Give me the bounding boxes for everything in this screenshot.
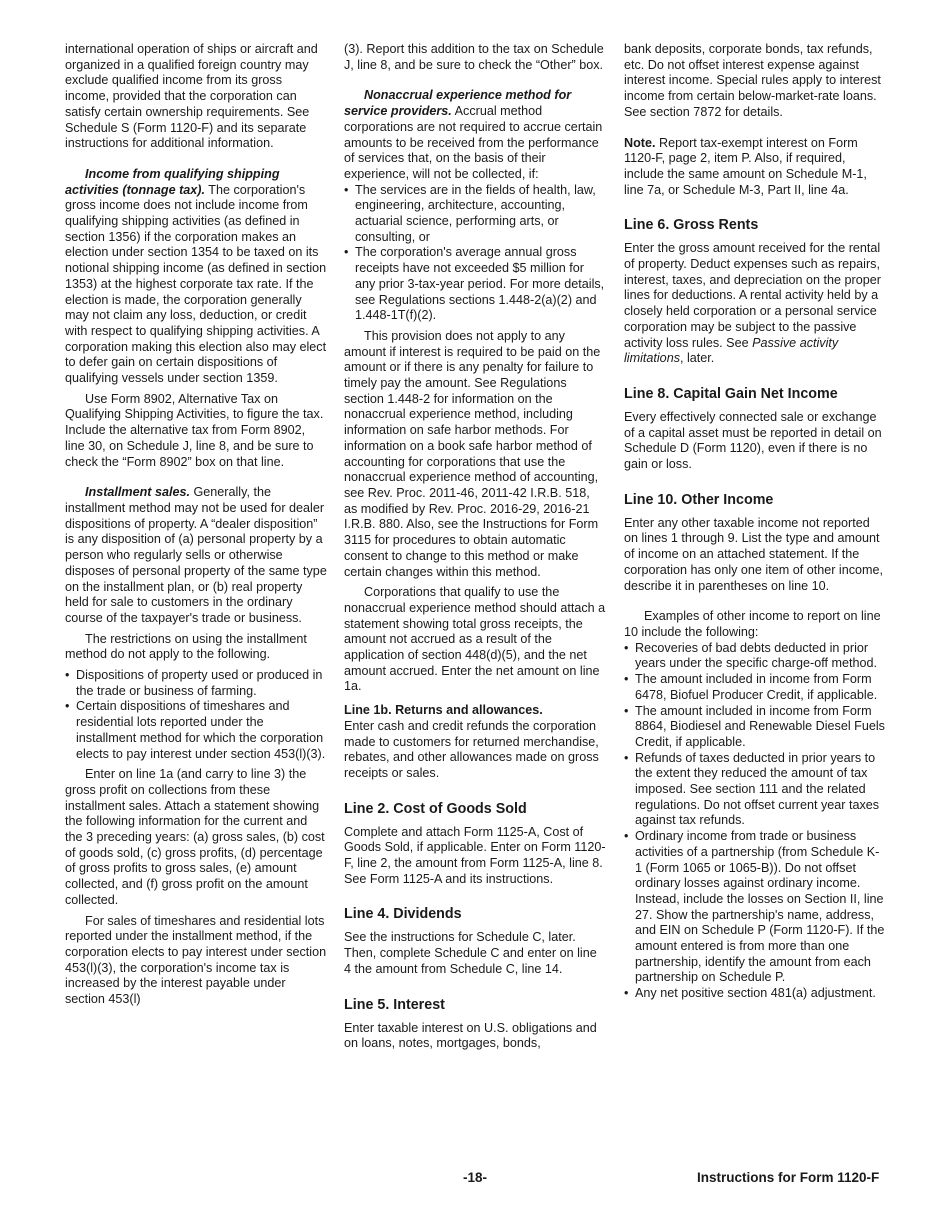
- list-item: • The amount included in income from Form 6478, Biofuel Producer Credit, if applicable.: [624, 672, 886, 703]
- list-item: • Refunds of taxes deducted in prior years to the extent they reduced the amount of tax imposed. See section 111 and the related regulations. Do not offset current year taxes against tax refunds.: [624, 751, 886, 830]
- section-heading: Line 6. Gross Rents: [624, 217, 759, 234]
- note-label: Note.: [624, 135, 656, 150]
- paragraph-nonaccrual: [344, 88, 606, 182]
- paragraph-text: Report tax-exempt interest on Form 1120-F, page 2, item P. Also, if required, include the same amount on Schedule M-1, line 7a, or Schedule M-3, Part II, line 4a.: [624, 135, 867, 197]
- paragraph: Every effectively connected sale or exchange of a capital asset must be reported in detail on Schedule D (Form 1120), even if there is no gain or loss.: [624, 409, 882, 472]
- column-2: [344, 42, 606, 1057]
- paragraph: This provision does not apply to any amount if interest is required to be paid on the amount or if there is any penalty for failure to timely pay the amount. See Regulations section 1.448-2 for information on the nonaccrual experience method, including information on safe harbor methods. For information on a book safe harbor method of accounting for corporations that use the nonaccrual experience method of accounting, see Rev. Proc. 2011-46, 2011-42 I.R.B. 518, as modified by Rev. Proc. 2016-29, 2016-21 I.R.B. 880. Also, see the Instructions for Form 3115 for procedures to obtain automatic consent to change to this method or make certain changes within this method.: [344, 328, 601, 579]
- page-number: -18-: [463, 1170, 488, 1185]
- list-item: • Any net positive section 481(a) adjustment.: [624, 986, 886, 1002]
- note-paragraph: [624, 136, 886, 199]
- list-item: • Dispositions of property used or produced in the trade or business of farming.: [65, 668, 327, 699]
- paragraph: For sales of timeshares and residential lots reported under the installment method, if the corporation elects to pay interest under section 453(l)(3), the corporation's income tax is increased by the interest payable under section 453(l): [65, 913, 327, 1007]
- paragraph: Enter any other taxable income not reported on lines 1 through 9. List the type and amount of income on an attached statement. If the corporation has only one item of other income, describe it in parentheses on line 10.: [624, 515, 884, 593]
- cross-reference: Passive activity limitations: [624, 335, 839, 366]
- section-heading: Line 10. Other Income: [624, 491, 774, 508]
- column-1: [65, 42, 327, 1013]
- section-heading: Line 4. Dividends: [344, 906, 462, 923]
- paragraph: (3). Report this addition to the tax on Schedule J, line 8, and be sure to check the “Other” box.: [344, 42, 604, 72]
- paragraph: international operation of ships or aircraft and organized in a qualified foreign country may exclude qualified income from its gross income, provided that the corporation can satisfy certain ownership requirements. See Schedule S (Form 1120-F) and its separate instructions for additional information.: [65, 42, 318, 151]
- paragraph: bank deposits, corporate bonds, tax refunds, etc. Do not offset interest expense against interest income. Special rules apply to interest income from certain below-market-rate loans. See section 7872 for details.: [624, 42, 881, 119]
- list-item: • The services are in the fields of health, law, engineering, architecture, accounting, actuarial science, performing arts, or consulting, or: [344, 183, 606, 246]
- paragraph-text: Enter the gross amount received for the rental of property. Deduct expenses such as repairs, interest, taxes, and depreciation on the proper lines for deductions. A rental activity held by a closely held corporation or a personal service corporation may be subject to the passive activity loss rules. See: [624, 241, 881, 350]
- paragraph-line-1b: [344, 703, 606, 782]
- subheading: Line 1b. Returns and allowances.: [344, 703, 543, 718]
- paragraph: The restrictions on using the installment method do not apply to the following.: [65, 631, 307, 662]
- paragraph-text: Enter cash and credit refunds the corporation made to customers for returned merchandise, rebates, and other allowances made on gross receipts or sales.: [344, 718, 599, 780]
- paragraph: Use Form 8902, Alternative Tax on Qualifying Shipping Activities, to figure the tax. Include the alternative tax from Form 8902, line 30, on Schedule J, line 8, and be sure to check the “Form 8902” box on that line.: [65, 391, 324, 469]
- paragraph-text: The corporation's gross income does not include income from qualifying shipping activities (as defined in section 1356) if the corporation makes an election under section 1354 to be taxed on its notional shipping income (as defined in section 1353) at the highest corporate tax rate. If the election is made, the corporation generally may not claim any loss, deduction, or credit with respect to qualifying shipping activities. A corporation making this election also may elect to defer gain on certain dispositions of qualifying vessels under section 1359.: [65, 182, 327, 386]
- form-title-footer: Instructions for Form 1120-F: [697, 1170, 880, 1185]
- paragraph: Enter taxable interest on U.S. obligations and on loans, notes, mortgages, bonds,: [344, 1020, 597, 1051]
- paragraph: Corporations that qualify to use the nonaccrual experience method should attach a statement showing total gross receipts, the amount not accrued as a result of the application of section 448(d)(5), and the net amount accrued. Enter the net amount on line 1a.: [344, 585, 606, 694]
- paragraph-text: , later.: [680, 351, 715, 366]
- paragraph: See the instructions for Schedule C, later. Then, complete Schedule C and enter on line 4 the amount from Schedule C, line 14.: [344, 930, 597, 976]
- paragraph-text: Accrual method corporations are not required to accrue certain amounts to be received from the performance of services that, on the basis of their experience, will not be collected, if:: [344, 104, 603, 181]
- section-heading: Line 8. Capital Gain Net Income: [624, 385, 838, 402]
- subheading: Installment sales.: [85, 485, 190, 500]
- paragraph: Enter on line 1a (and carry to line 3) the gross profit on collections from these installment sales. Attach a statement showing the following information for the current and the 3 preceding years: (a) gross sales, (b) cost of goods sold, (c) gross profits, (d) percentage of gross profits to gross sales, (e) amount collected, and (f) gross profit on the amount collected.: [65, 767, 325, 907]
- subheading: Nonaccrual experience method for service providers.: [344, 88, 572, 119]
- section-heading: Line 5. Interest: [344, 996, 445, 1013]
- paragraph: Examples of other income to report on line 10 include the following:: [624, 609, 881, 639]
- list-item: • Recoveries of bad debts deducted in prior years under the specific charge-off method.: [624, 641, 886, 672]
- paragraph-installment-sales: [65, 485, 327, 626]
- list-item: • The corporation's average annual gross receipts have not exceeded $5 million for any prior 3-tax-year period. For more details, see Regulations sections 1.448-2(a)(2) and 1.448-1T(f)(2).: [344, 245, 606, 324]
- section-heading: Line 2. Cost of Goods Sold: [344, 800, 527, 817]
- column-3: [624, 42, 886, 1002]
- paragraph-tonnage-tax: [65, 167, 327, 387]
- paragraph-gross-rents: [624, 241, 886, 367]
- paragraph-text: Generally, the installment method may not be used for dealer dispositions of property. A “dealer disposition” is any disposition of (a) personal property by a person who regularly sells or otherwise disposes of personal property of the same type on the installment plan, or (b) real property held for sale to customers in the ordinary course of the taxpayer's trade or business.: [65, 485, 327, 625]
- paragraph: Complete and attach Form 1125-A, Cost of Goods Sold, if applicable. Enter on Form 1120-F, line 2, the amount from Form 1125-A, line 8. See Form 1125-A and its instructions.: [344, 824, 606, 886]
- list-item: • The amount included in income from Form 8864, Biodiesel and Renewable Diesel Fuels Credit, if applicable.: [624, 704, 886, 751]
- subheading: Income from qualifying shipping activities (tonnage tax).: [65, 166, 280, 197]
- list-item: • Ordinary income from trade or business activities of a partnership (from Schedule K-1 (Form 1065 or 1065-B)). Do not offset ordinary losses against ordinary income. Instead, include the losses on Section II, line 27. Show the partnership's name, address, and EIN on Schedule P (Form 1120-F). If the amount entered is from more than one partnership, identify the amount from each partnership on Schedule P.: [624, 829, 886, 986]
- list-item: • Certain dispositions of timeshares and residential lots reported under the installment method for which the corporation elects to pay interest under section 453(l)(3).: [65, 699, 327, 762]
